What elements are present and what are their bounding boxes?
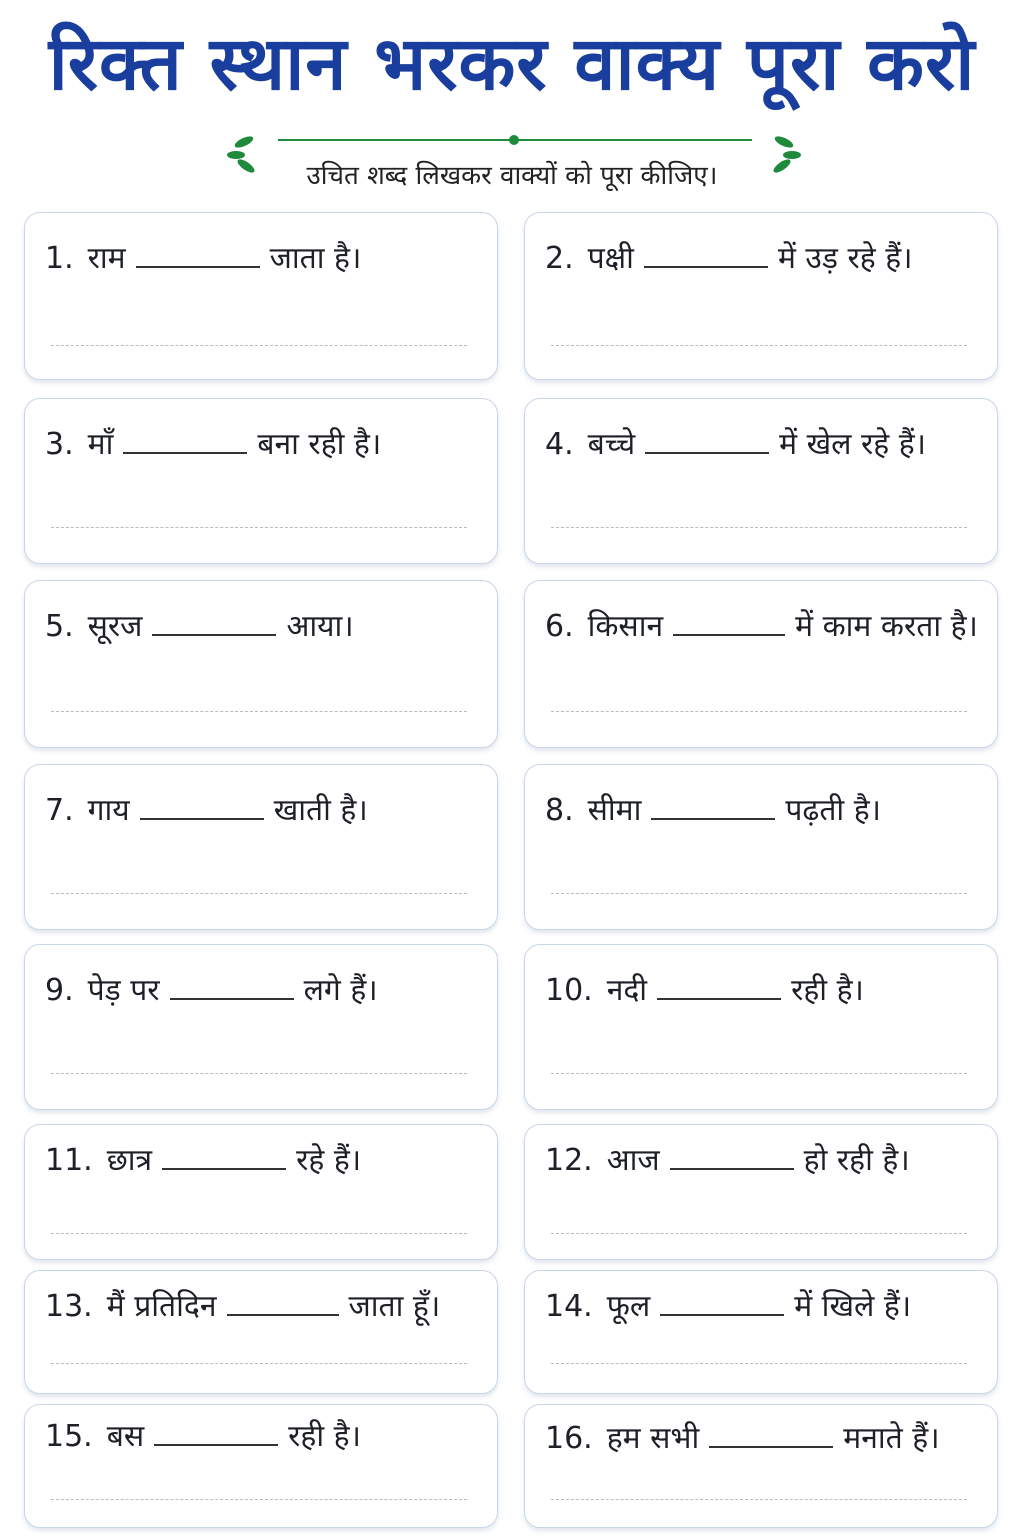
- answer-line[interactable]: [551, 1073, 967, 1074]
- question-number: 5.: [45, 609, 74, 644]
- fill-blank[interactable]: [152, 604, 276, 636]
- answer-line[interactable]: [51, 1363, 467, 1364]
- sentence-end: में काम करता है।: [795, 609, 978, 644]
- sentence-end: हो रही है।: [803, 1143, 910, 1178]
- question-number: 16.: [545, 1421, 593, 1456]
- fill-blank[interactable]: [657, 968, 781, 1000]
- fill-blank[interactable]: [645, 422, 769, 454]
- question-card: [524, 1404, 998, 1528]
- fill-blank[interactable]: [140, 788, 264, 820]
- sentence-start: किसान: [587, 609, 664, 644]
- question-number: 13.: [45, 1289, 93, 1324]
- question-card: [24, 580, 498, 748]
- answer-line[interactable]: [51, 711, 467, 712]
- question-number: 7.: [45, 793, 74, 828]
- question-number: 2.: [545, 241, 574, 276]
- sentence-start: बस: [106, 1419, 145, 1454]
- question-number: 14.: [545, 1289, 593, 1324]
- sentence-start: पेड़ पर: [87, 973, 160, 1008]
- question-card: [524, 944, 998, 1110]
- answer-line[interactable]: [51, 527, 467, 528]
- answer-line[interactable]: [551, 527, 967, 528]
- question-card: [24, 1270, 498, 1394]
- question-card: [524, 398, 998, 564]
- fill-blank[interactable]: [170, 968, 294, 1000]
- sentence-end: में खेल रहे हैं।: [779, 427, 927, 462]
- question-card: [24, 398, 498, 564]
- sentence-end: में खिले हैं।: [794, 1289, 912, 1324]
- question-card: [24, 1404, 498, 1528]
- question-number: 3.: [45, 427, 74, 462]
- sentence-end: रही है।: [288, 1419, 361, 1454]
- sentence-end: बना रही है।: [257, 427, 382, 462]
- answer-line[interactable]: [551, 345, 967, 346]
- answer-line[interactable]: [51, 1073, 467, 1074]
- sentence-start: आज: [606, 1143, 660, 1178]
- question-card: [524, 764, 998, 930]
- sentence-start: पक्षी: [587, 241, 634, 276]
- fill-blank[interactable]: [670, 1138, 794, 1170]
- sentence-end: जाता हूँ।: [348, 1289, 441, 1324]
- sentence-end: पढ़ती है।: [785, 793, 882, 828]
- question-number: 12.: [545, 1143, 593, 1178]
- question-number: 15.: [45, 1419, 93, 1454]
- answer-line[interactable]: [551, 1499, 967, 1500]
- answer-line[interactable]: [51, 345, 467, 346]
- question-card: [524, 1124, 998, 1260]
- fill-blank[interactable]: [123, 422, 247, 454]
- question-number: 1.: [45, 241, 74, 276]
- sentence-start: गाय: [87, 793, 130, 828]
- sentence-end: रही है।: [791, 973, 864, 1008]
- question-card: [24, 1124, 498, 1260]
- question-card: [524, 1270, 998, 1394]
- sentence-start: सीमा: [587, 793, 642, 828]
- sentence-start: माँ: [87, 427, 114, 462]
- sentence-start: छात्र: [106, 1143, 153, 1178]
- question-number: 4.: [545, 427, 574, 462]
- sentence-start: सूरज: [87, 609, 143, 644]
- question-number: 9.: [45, 973, 74, 1008]
- sentence-start: नदी: [606, 973, 648, 1008]
- sentence-start: बच्चे: [587, 427, 636, 462]
- question-card: [24, 944, 498, 1110]
- question-card: [524, 212, 998, 380]
- question-number: 8.: [545, 793, 574, 828]
- answer-line[interactable]: [51, 1233, 467, 1234]
- fill-blank[interactable]: [660, 1284, 784, 1316]
- question-card: [524, 580, 998, 748]
- fill-blank[interactable]: [154, 1414, 278, 1446]
- sentence-start: मैं प्रतिदिन: [106, 1289, 217, 1324]
- answer-line[interactable]: [551, 1233, 967, 1234]
- sentence-end: मनाते हैं।: [843, 1421, 940, 1456]
- sentence-start: राम: [87, 241, 126, 276]
- answer-line[interactable]: [551, 711, 967, 712]
- worksheet-title: रिक्त स्थान भरकर वाक्य पूरा करो: [48, 21, 976, 107]
- instruction-text: उचित शब्द लिखकर वाक्यों को पूरा कीजिए।: [306, 161, 718, 191]
- answer-line[interactable]: [551, 1363, 967, 1364]
- question-card: [24, 212, 498, 380]
- sentence-start: फूल: [606, 1289, 651, 1324]
- question-number: 10.: [545, 973, 593, 1008]
- answer-line[interactable]: [51, 1499, 467, 1500]
- question-number: 11.: [45, 1143, 93, 1178]
- answer-line[interactable]: [551, 893, 967, 894]
- fill-blank[interactable]: [136, 236, 260, 268]
- sentence-end: जाता है।: [269, 241, 362, 276]
- fill-blank[interactable]: [162, 1138, 286, 1170]
- fill-blank[interactable]: [709, 1416, 833, 1448]
- sentence-end: में उड़ रहे हैं।: [777, 241, 913, 276]
- sentence-start: हम सभी: [606, 1421, 700, 1456]
- answer-line[interactable]: [51, 893, 467, 894]
- fill-blank[interactable]: [227, 1284, 339, 1316]
- fill-blank[interactable]: [673, 604, 785, 636]
- sentence-end: आया।: [286, 609, 354, 644]
- sentence-end: लगे हैं।: [303, 973, 378, 1008]
- fill-blank[interactable]: [644, 236, 768, 268]
- sentence-end: रहे हैं।: [296, 1143, 362, 1178]
- fill-blank[interactable]: [651, 788, 775, 820]
- question-card: [24, 764, 498, 930]
- sentence-end: खाती है।: [273, 793, 368, 828]
- question-number: 6.: [545, 609, 574, 644]
